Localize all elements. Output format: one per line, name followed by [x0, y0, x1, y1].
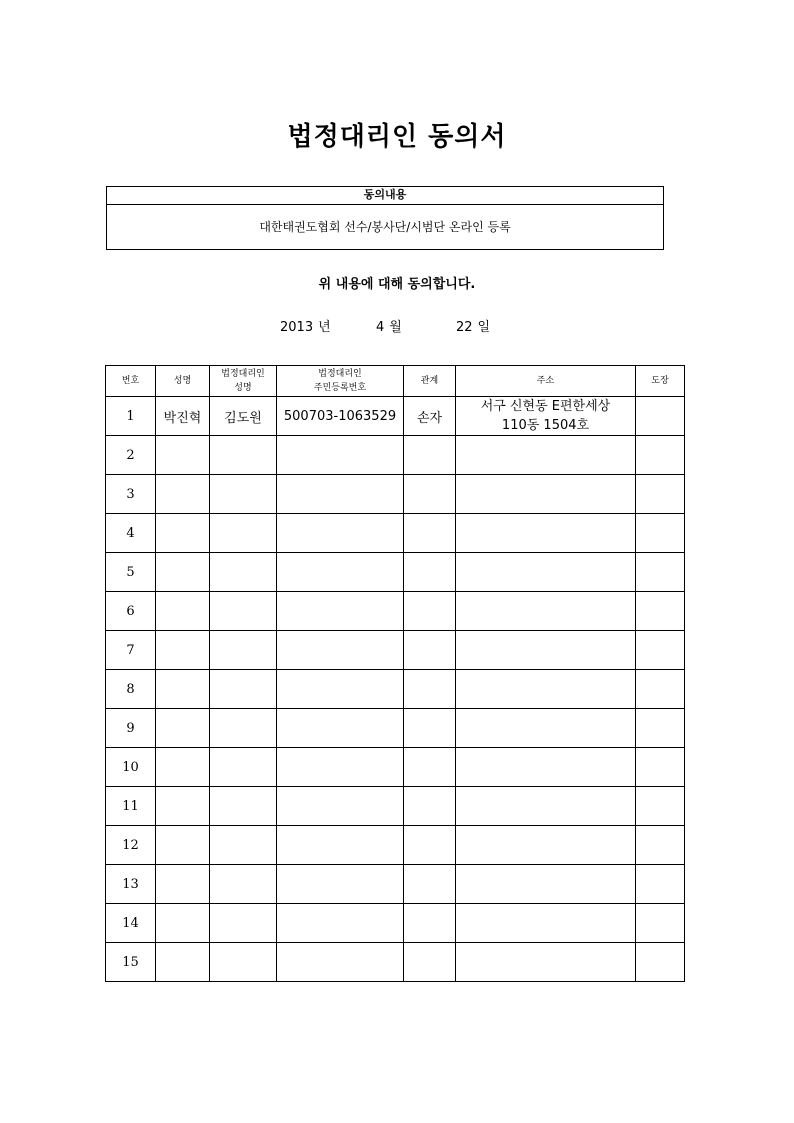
row-guardian-name: [210, 436, 277, 475]
row-relation: [404, 436, 456, 475]
date-day: [456, 316, 490, 335]
row-address: [456, 475, 636, 514]
row-seal: [636, 553, 685, 592]
row-name: 박진혁: [156, 397, 210, 436]
row-no: 10: [106, 748, 156, 787]
row-seal: [636, 709, 685, 748]
date-month-value: 4: [376, 320, 385, 335]
row-guardian-id: [277, 748, 404, 787]
row-seal: [636, 787, 685, 826]
row-name: [156, 748, 210, 787]
row-guardian-id: [277, 826, 404, 865]
row-name: [156, 475, 210, 514]
row-guardian-name: [210, 709, 277, 748]
row-address: [456, 514, 636, 553]
row-guardian-id: [277, 514, 404, 553]
row-guardian-name: [210, 904, 277, 943]
row-name: [156, 514, 210, 553]
header-address: 주소: [456, 366, 636, 397]
row-guardian-name: [210, 943, 277, 982]
row-guardian-name: [210, 514, 277, 553]
document-title: 법정대리인 동의서: [287, 122, 507, 152]
row-address: [456, 592, 636, 631]
table-row: [106, 787, 685, 826]
row-name: [156, 787, 210, 826]
header-no: 번호: [106, 366, 156, 397]
row-seal: [636, 592, 685, 631]
header-guardian-name-line1: 법정대리인: [221, 369, 265, 379]
table-row: [106, 514, 685, 553]
row-guardian-id: 500703-1063529: [277, 397, 404, 436]
row-name: [156, 631, 210, 670]
header-guardian-name: [210, 366, 277, 397]
header-guardian-id-line1: 법정대리인: [318, 369, 362, 379]
row-guardian-id: [277, 670, 404, 709]
row-seal: [636, 904, 685, 943]
row-guardian-id: [277, 943, 404, 982]
row-seal: [636, 475, 685, 514]
row-relation: [404, 592, 456, 631]
row-address: [456, 787, 636, 826]
row-no: 13: [106, 865, 156, 904]
row-guardian-name: [210, 475, 277, 514]
header-seal: 도장: [636, 366, 685, 397]
row-guardian-id: [277, 436, 404, 475]
row-address: [456, 436, 636, 475]
row-seal: [636, 826, 685, 865]
row-relation: 손자: [404, 397, 456, 436]
header-guardian-name-line2: 성명: [234, 383, 252, 393]
row-guardian-id: [277, 631, 404, 670]
table-row: [106, 943, 685, 982]
row-relation: [404, 748, 456, 787]
agree-statement: 위 내용에 대해 동의합니다.: [318, 277, 476, 292]
row-no: 15: [106, 943, 156, 982]
date-day-value: 22: [456, 320, 473, 335]
row-name: [156, 709, 210, 748]
row-address: [456, 943, 636, 982]
table-row: [106, 553, 685, 592]
table-row: [106, 592, 685, 631]
consent-body: 대한태권도협회 선수/봉사단/시범단 온라인 등록: [259, 220, 511, 234]
row-address-line1: 서구 신현동 E편한세상: [480, 399, 611, 414]
header-relation: 관계: [404, 366, 456, 397]
row-no: 7: [106, 631, 156, 670]
row-address: [456, 553, 636, 592]
row-no: 3: [106, 475, 156, 514]
row-seal: [636, 631, 685, 670]
table-row: [106, 865, 685, 904]
row-relation: [404, 514, 456, 553]
row-name: [156, 904, 210, 943]
row-address: [456, 904, 636, 943]
row-relation: [404, 553, 456, 592]
row-address: [456, 748, 636, 787]
row-no: 5: [106, 553, 156, 592]
row-no: 12: [106, 826, 156, 865]
row-relation: [404, 709, 456, 748]
row-relation: [404, 670, 456, 709]
date-year-unit: 년: [318, 320, 331, 335]
row-name: [156, 943, 210, 982]
row-relation: [404, 865, 456, 904]
row-guardian-name: [210, 748, 277, 787]
row-address-line2: 110동 1504호: [501, 418, 590, 433]
row-guardian-id: [277, 592, 404, 631]
row-address: [456, 631, 636, 670]
row-guardian-id: [277, 475, 404, 514]
header-guardian-id: [277, 366, 404, 397]
row-name: [156, 592, 210, 631]
consent-box: [106, 186, 664, 250]
date-year: [280, 316, 331, 335]
row-address: [456, 709, 636, 748]
row-relation: [404, 943, 456, 982]
row-no: 11: [106, 787, 156, 826]
row-name: [156, 826, 210, 865]
row-no: 9: [106, 709, 156, 748]
row-guardian-name: [210, 631, 277, 670]
row-seal: [636, 865, 685, 904]
date-month: [376, 316, 402, 335]
table-row: [106, 709, 685, 748]
row-no: 2: [106, 436, 156, 475]
row-seal: [636, 397, 685, 436]
row-guardian-name: 김도원: [210, 397, 277, 436]
guardian-table: [105, 365, 685, 982]
table-row: [106, 436, 685, 475]
row-name: [156, 865, 210, 904]
row-relation: [404, 904, 456, 943]
row-no: 14: [106, 904, 156, 943]
date-year-value: 2013: [280, 320, 314, 335]
table-row: [106, 826, 685, 865]
row-name: [156, 670, 210, 709]
table-row: [106, 397, 685, 436]
row-no: 1: [106, 397, 156, 436]
row-relation: [404, 631, 456, 670]
row-address: [456, 865, 636, 904]
consent-header: 동의내용: [107, 187, 663, 205]
row-name: [156, 553, 210, 592]
row-address: [456, 826, 636, 865]
row-seal: [636, 943, 685, 982]
table-header-row: [106, 366, 685, 397]
row-guardian-id: [277, 787, 404, 826]
row-no: 6: [106, 592, 156, 631]
row-guardian-name: [210, 592, 277, 631]
table-row: [106, 748, 685, 787]
header-name: 성명: [156, 366, 210, 397]
row-guardian-name: [210, 787, 277, 826]
header-guardian-id-line2: 주민등록번호: [313, 383, 367, 393]
table-row: [106, 904, 685, 943]
row-seal: [636, 436, 685, 475]
row-seal: [636, 748, 685, 787]
table-row: [106, 670, 685, 709]
date-month-unit: 월: [389, 320, 402, 335]
table-row: [106, 475, 685, 514]
row-seal: [636, 514, 685, 553]
row-guardian-name: [210, 553, 277, 592]
row-no: 8: [106, 670, 156, 709]
row-address: [456, 670, 636, 709]
table-row: [106, 631, 685, 670]
row-guardian-id: [277, 865, 404, 904]
row-relation: [404, 787, 456, 826]
row-guardian-name: [210, 670, 277, 709]
row-guardian-id: [277, 709, 404, 748]
row-guardian-id: [277, 553, 404, 592]
row-guardian-id: [277, 904, 404, 943]
date-day-unit: 일: [477, 320, 491, 335]
row-no: 4: [106, 514, 156, 553]
row-guardian-name: [210, 826, 277, 865]
row-relation: [404, 475, 456, 514]
row-relation: [404, 826, 456, 865]
row-address: [456, 397, 636, 436]
row-guardian-name: [210, 865, 277, 904]
row-name: [156, 436, 210, 475]
row-seal: [636, 670, 685, 709]
